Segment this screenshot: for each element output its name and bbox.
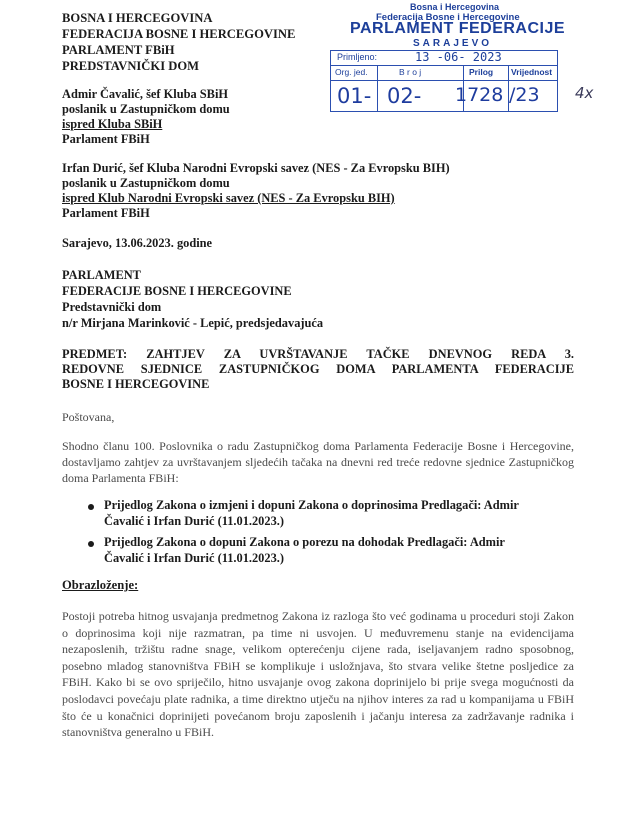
stamp-value-vrijednost: /23 xyxy=(509,84,540,106)
stamp-received-date: 13 -06- 2023 xyxy=(415,50,502,64)
date-line: Sarajevo, 13.06.2023. godine xyxy=(62,236,213,250)
sender2-line-2: poslanik u Zastupničkom domu xyxy=(62,176,230,190)
stamp-city: SARAJEVO xyxy=(413,38,493,49)
sender2-line-3: ispred Klub Narodni Evropski savez (NES - Za Evropsku BIH) xyxy=(62,191,395,205)
letterhead-line-2: FEDERACIJA BOSNE I HERCEGOVINE xyxy=(62,27,296,41)
stamp-col-org: Org. jed. xyxy=(335,67,368,77)
sender1-line-2: poslanik u Zastupničkom domu xyxy=(62,102,230,116)
bullet-2-dot xyxy=(88,541,94,547)
stamp-values-row xyxy=(330,80,558,112)
intro-paragraph: Shodno članu 100. Poslovnika o radu Zastupničkog doma Parlamenta Federacije Bosne i Hercegovine, dostavljamo zahtjev za uvrštavanjem sljedećih tačaka na dnevni red treće redovne sjednice Zastupničkog doma Parlamenta FBiH: xyxy=(62,439,574,486)
stamp-col-broj: B r o j xyxy=(399,67,422,77)
subject-line-1: PREDMET: ZAHTJEV ZA UVRŠTAVANJE TAČKE DNEVNOG REDA 3. xyxy=(62,347,574,361)
agenda-item-2-line-1: Prijedlog Zakona o dopuni Zakona o porezu na dohodak Predlagači: Admir xyxy=(104,535,505,549)
stamp-title: PARLAMENT FEDERACIJE xyxy=(350,20,566,37)
subject-line-3: BOSNE I HERCEGOVINE xyxy=(62,377,210,391)
sender1-line-4: Parlament FBiH xyxy=(62,132,150,146)
recipient-line-3: Predstavnički dom xyxy=(62,300,162,314)
stamp-value-broj: 02- xyxy=(387,84,422,108)
stamp-col-vrijednost: Vrijednost xyxy=(511,67,553,77)
stamp-line-1: Bosna i Hercegovina xyxy=(410,2,500,12)
recipient-line-2: FEDERACIJE BOSNE I HERCEGOVINE xyxy=(62,284,292,298)
stamp-value-prilog: 1728 xyxy=(455,84,504,106)
sender2-line-4: Parlament FBiH xyxy=(62,206,150,220)
agenda-item-2-line-2: Čavalić i Irfan Durić (11.01.2023.) xyxy=(104,551,284,565)
subject-line-2: REDOVNE SJEDNICE ZASTUPNIČKOG DOMA PARLAMENTA FEDERACIJE xyxy=(62,362,574,376)
agenda-item-1-line-2: Čavalić i Irfan Durić (11.01.2023.) xyxy=(104,514,284,528)
stamp-value-org: 01- xyxy=(337,84,372,108)
letterhead-line-3: PARLAMENT FBiH xyxy=(62,43,175,57)
stamp-col-prilog: Prilog xyxy=(469,67,494,77)
stamp-received-row xyxy=(330,50,558,66)
stamp-header-row xyxy=(330,65,558,81)
letterhead-line-1: BOSNA I HERCEGOVINA xyxy=(62,11,213,25)
stamp-line-2: Federacija Bosne i Hercegovine xyxy=(376,12,520,23)
rationale-paragraph: Postoji potreba hitnog usvajanja predmetnog Zakona iz razloga što već godinama u proceduri stoji Zakon o doprinosima koji nije razmatran, pa time ni usvojen. U međuvremenu stanje na evidencijama nezaposlenih, tržištu radne snage, velikom opterećenju cijene rada, iseljavanjem radno sposobnog, posebno mladog stanovništva FBiH se komplikuje i usložnjava, što stvara velike štetne posljedice za FBiH. Kako bi se ovo spriječilo, hitno usvajanje ovog zakona doprinijelo bi prije svega mogućnosti da poslodavci povećaju plate radnika, a time direktno utječu na njihov interes za rad u kompanijama u FBiH što će u konačnici doprinijeti povećanom broju zaposlenih i jačanju interesa za zadržavanje radnika i stanovništva generalno u FBiH. xyxy=(62,609,574,740)
sender1-line-3: ispred Kluba SBiH xyxy=(62,117,163,131)
recipient-line-4: n/r Mirjana Marinković - Lepić, predsjedavajuća xyxy=(62,316,324,330)
agenda-item-1-line-1: Prijedlog Zakona o izmjeni i dopuni Zakona o doprinosima Predlagači: Admir xyxy=(104,498,519,512)
bullet-1-dot xyxy=(88,504,94,510)
stamp-handwritten-note: 4x xyxy=(575,84,594,102)
agenda-item-2 xyxy=(104,534,574,566)
salutation: Poštovana, xyxy=(62,410,115,424)
sender1-line-1: Admir Čavalić, šef Kluba SBiH xyxy=(62,87,229,101)
rationale-heading: Obrazloženje: xyxy=(62,578,139,592)
recipient-line-1: PARLAMENT xyxy=(62,268,141,282)
agenda-item-1 xyxy=(104,497,574,529)
stamp-received-label: Primljeno: xyxy=(337,52,378,62)
letterhead-line-4: PREDSTAVNIČKI DOM xyxy=(62,59,200,73)
sender2-line-1: Irfan Durić, šef Kluba Narodni Evropski savez (NES - Za Evropsku BIH) xyxy=(62,161,450,175)
